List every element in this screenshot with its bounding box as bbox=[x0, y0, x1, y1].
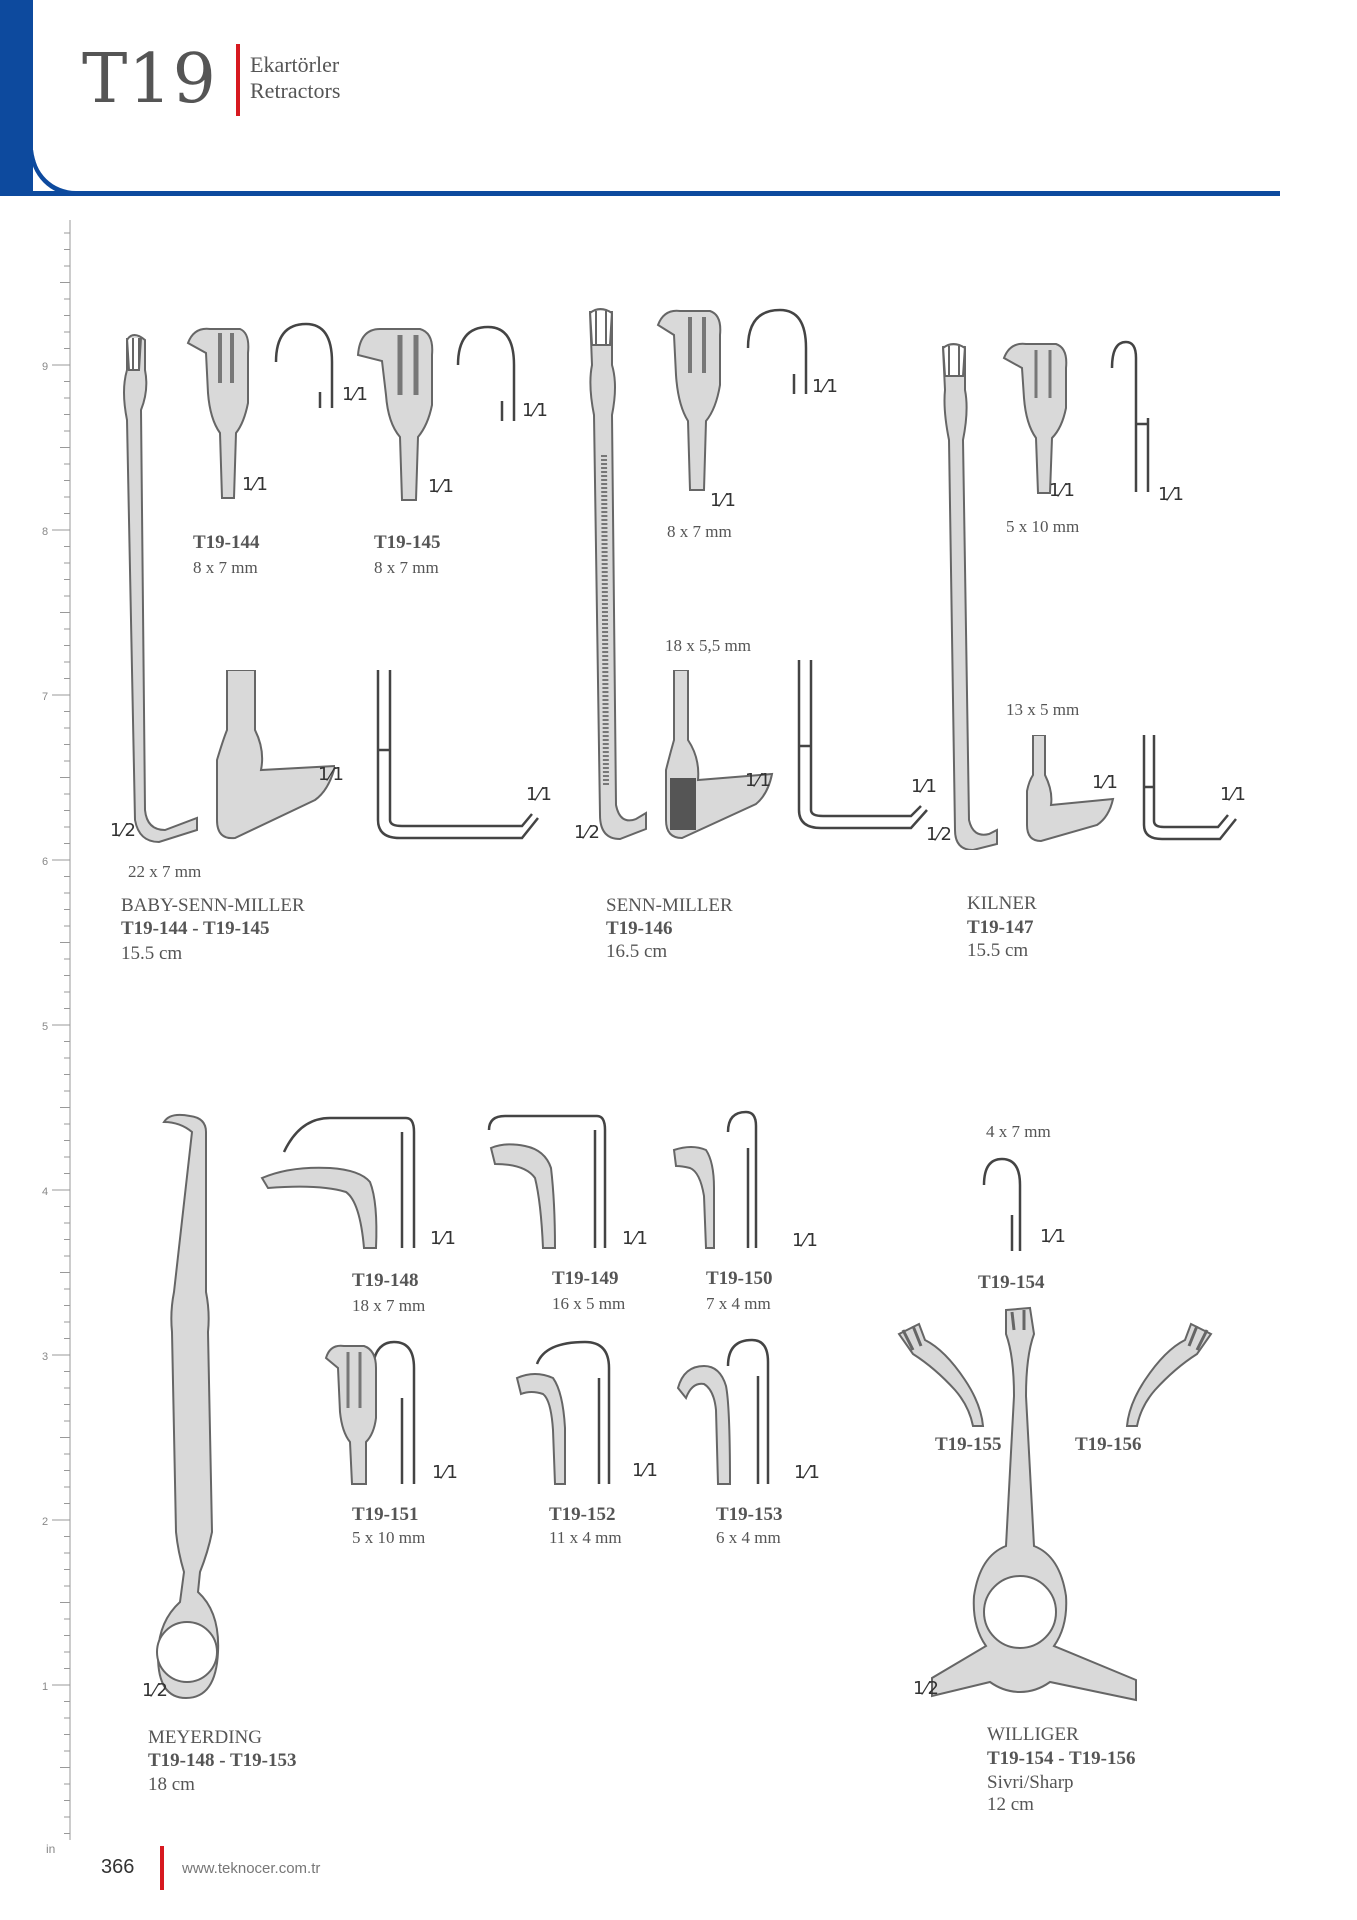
rake-size: 8 x 7 mm bbox=[667, 522, 732, 541]
ruler-label: 4 bbox=[42, 1186, 49, 1198]
ratio-half: 1⁄2 bbox=[574, 822, 600, 843]
ratio-half: 1⁄2 bbox=[913, 1678, 939, 1699]
variant-code: T19-148 bbox=[352, 1270, 419, 1291]
t19-154-profile bbox=[980, 1155, 1030, 1255]
ratio-label: 1⁄1 bbox=[1049, 480, 1075, 501]
rake-size: 5 x 10 mm bbox=[1006, 517, 1080, 536]
variant-size: 8 x 7 mm bbox=[193, 558, 258, 577]
ratio-label: 1⁄1 bbox=[430, 1228, 456, 1249]
variant-code: T19-151 bbox=[352, 1504, 419, 1525]
variant-code: T19-150 bbox=[706, 1268, 773, 1289]
t19-153-image bbox=[676, 1336, 786, 1488]
ruler-label: 7 bbox=[42, 691, 49, 703]
variant-size: 16 x 5 mm bbox=[552, 1294, 626, 1313]
ratio-label: 1⁄1 bbox=[342, 384, 368, 405]
header-panel bbox=[33, 0, 1280, 190]
senn-miller-blade-image bbox=[664, 670, 774, 845]
ruler-label: 9 bbox=[42, 361, 49, 373]
kilner-rake-image bbox=[996, 338, 1076, 498]
t19-152-image bbox=[515, 1338, 625, 1488]
t19-144-profile bbox=[268, 322, 338, 412]
ratio-label: 1⁄1 bbox=[428, 476, 454, 497]
variant-code: T19-155 bbox=[935, 1434, 1002, 1455]
baby-senn-miller-blade-profile bbox=[372, 670, 542, 845]
variant-code: T19-156 bbox=[1075, 1434, 1142, 1455]
ratio-label: 1⁄1 bbox=[745, 770, 771, 791]
blade-size: 22 x 7 mm bbox=[128, 862, 202, 881]
instrument-name: MEYERDING bbox=[148, 1727, 262, 1748]
blade-size: 13 x 5 mm bbox=[1006, 700, 1080, 719]
ratio-label: 1⁄1 bbox=[1092, 772, 1118, 793]
page-number: 366 bbox=[101, 1856, 135, 1878]
meyerding-full-image bbox=[150, 1112, 230, 1702]
senn-miller-rake-image bbox=[650, 305, 730, 495]
ratio-label: 1⁄1 bbox=[526, 784, 552, 805]
ratio-label: 1⁄1 bbox=[432, 1462, 458, 1483]
t19-151-image bbox=[318, 1338, 428, 1488]
variant-size: 11 x 4 mm bbox=[549, 1528, 622, 1547]
instrument-note: Sivri/Sharp bbox=[987, 1772, 1074, 1793]
ruler-label: 5 bbox=[42, 1021, 49, 1033]
ruler-label: 2 bbox=[42, 1516, 49, 1528]
ratio-label: 1⁄1 bbox=[1220, 784, 1246, 805]
ratio-half: 1⁄2 bbox=[142, 1680, 168, 1701]
ruler-label: 6 bbox=[42, 856, 49, 868]
instrument-codes: T19-146 bbox=[606, 918, 673, 939]
ratio-label: 1⁄1 bbox=[911, 776, 937, 797]
instrument-codes: T19-147 bbox=[967, 917, 1034, 938]
variant-code: T19-154 bbox=[978, 1272, 1045, 1293]
ratio-label: 1⁄1 bbox=[792, 1230, 818, 1251]
ruler-label: 8 bbox=[42, 526, 49, 538]
ratio-label: 1⁄1 bbox=[522, 400, 548, 421]
ratio-label: 1⁄1 bbox=[794, 1462, 820, 1483]
ruler-label: 1 bbox=[42, 1681, 49, 1693]
instrument-length: 16.5 cm bbox=[606, 941, 668, 962]
t19-148-image bbox=[260, 1112, 420, 1252]
kilner-rake-profile bbox=[1108, 338, 1158, 498]
instrument-name: SENN-MILLER bbox=[606, 895, 733, 916]
ratio-label: 1⁄1 bbox=[710, 490, 736, 511]
instrument-name: WILLIGER bbox=[987, 1724, 1079, 1745]
ruler-unit: in bbox=[46, 1842, 56, 1856]
williger-full-image bbox=[930, 1306, 1150, 1706]
section-code: T19 bbox=[82, 40, 217, 119]
baby-senn-miller-blade-image bbox=[215, 670, 335, 850]
variant-code: T19-149 bbox=[552, 1268, 619, 1289]
ratio-label: 1⁄1 bbox=[812, 376, 838, 397]
variant-code: T19-152 bbox=[549, 1504, 616, 1525]
kilner-full-image bbox=[935, 340, 1005, 850]
ratio-label: 1⁄1 bbox=[622, 1228, 648, 1249]
title-divider bbox=[236, 44, 240, 116]
inch-ruler bbox=[38, 220, 72, 1840]
t19-149-image bbox=[485, 1112, 615, 1252]
instrument-codes: T19-148 - T19-153 bbox=[148, 1750, 297, 1771]
ratio-label: 1⁄1 bbox=[1040, 1226, 1066, 1247]
instrument-codes: T19-144 - T19-145 bbox=[121, 918, 270, 939]
instrument-codes: T19-154 - T19-156 bbox=[987, 1748, 1136, 1769]
instrument-name: BABY-SENN-MILLER bbox=[121, 895, 305, 916]
t19-145-profile bbox=[450, 325, 520, 425]
ratio-half: 1⁄2 bbox=[926, 824, 952, 845]
variant-size: 8 x 7 mm bbox=[374, 558, 439, 577]
ratio-label: 1⁄1 bbox=[318, 764, 344, 785]
ratio-label: 1⁄1 bbox=[242, 474, 268, 495]
footer-divider bbox=[160, 1846, 164, 1890]
instrument-length: 12 cm bbox=[987, 1794, 1034, 1815]
header-accent-strip bbox=[0, 0, 33, 195]
variant-size: 18 x 7 mm bbox=[352, 1296, 426, 1315]
instrument-length: 18 cm bbox=[148, 1774, 195, 1795]
variant-code: T19-153 bbox=[716, 1504, 783, 1525]
variant-code: T19-144 bbox=[193, 532, 260, 553]
variant-code: T19-145 bbox=[374, 532, 441, 553]
t19-145-rake-image bbox=[350, 325, 440, 505]
instrument-length: 15.5 cm bbox=[121, 943, 183, 964]
ratio-label: 1⁄1 bbox=[1158, 484, 1184, 505]
section-title-tr: Ekartörler bbox=[250, 52, 340, 77]
ruler-label: 3 bbox=[42, 1351, 49, 1363]
blade-size: 18 x 5,5 mm bbox=[665, 636, 751, 655]
senn-miller-full-image bbox=[580, 305, 660, 850]
senn-miller-blade-profile bbox=[793, 660, 933, 835]
header-divider-line bbox=[0, 191, 1280, 196]
variant-size: 6 x 4 mm bbox=[716, 1528, 781, 1547]
website-link[interactable]: www.teknocer.com.tr bbox=[182, 1860, 321, 1877]
instrument-length: 15.5 cm bbox=[967, 940, 1029, 961]
t19-150-image bbox=[672, 1108, 782, 1253]
ratio-label: 1⁄1 bbox=[632, 1460, 658, 1481]
ratio-half: 1⁄2 bbox=[110, 820, 136, 841]
section-title-en: Retractors bbox=[250, 78, 341, 103]
senn-miller-rake-profile bbox=[742, 308, 812, 398]
instrument-name: KILNER bbox=[967, 893, 1037, 914]
williger-size: 4 x 7 mm bbox=[986, 1122, 1051, 1141]
variant-size: 7 x 4 mm bbox=[706, 1294, 771, 1313]
variant-size: 5 x 10 mm bbox=[352, 1528, 426, 1547]
